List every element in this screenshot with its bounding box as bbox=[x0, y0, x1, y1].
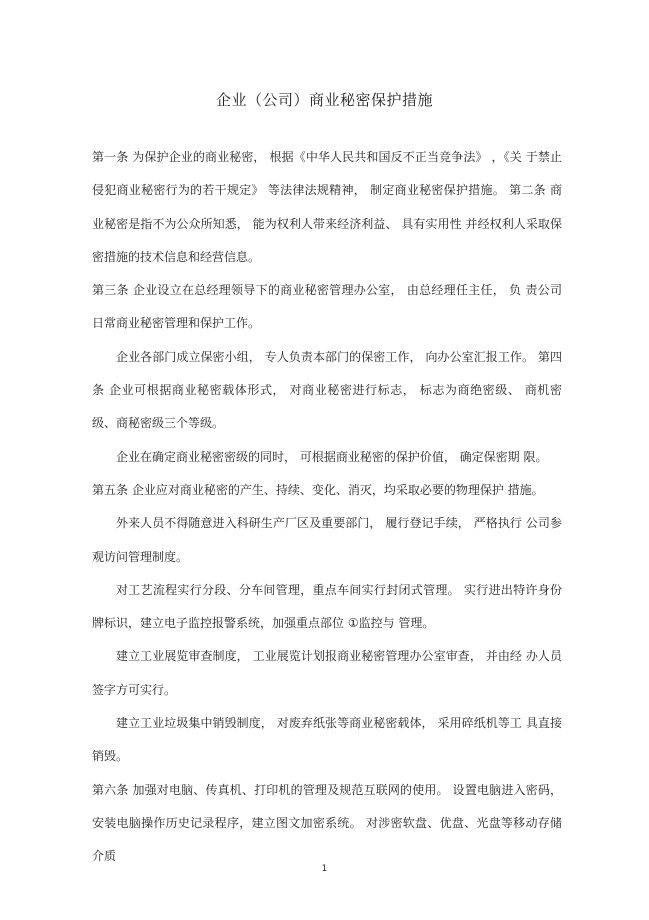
paragraph-visitors: 外来人员不得随意进入科研生产厂区及重要部门， 履行登记手续， 严格执行 公司参观访问管理制度。 bbox=[92, 516, 562, 564]
paragraph-article-4: 企业各部门成立保密小组， 专人负责本部门的保密工作， 向办公室汇报工作。 第四条 企业可根据商业秘密载体形式， 对商业秘密进行标志， 标志为商绝密级、 商机密级、商秘密级三个等级。 bbox=[92, 349, 562, 431]
paragraph-waste-destruction: 建立工业垃圾集中销毁制度， 对废弃纸张等商业秘密载体， 采用碎纸机等工 具直接销毁。 bbox=[92, 716, 562, 764]
paragraph-article-1-2: 第一条 为保护企业的商业秘密， 根据《中华人民共和国反不正当竞争法》 ，《关 于禁止侵犯商业秘密行为的若干规定》 等法律法规精神， 制定商业秘密保护措施。 第二条 商业秘密是指不为公众所知悉， 能为权利人带来经济利益、 具有实用性 并经权利人采取保密措施的技术信息和经营信息。 bbox=[92, 150, 562, 264]
paragraph-workshop-management: 对工艺流程实行分段、分车间管理，重点车间实行封闭式管理。 实行进出特许身份牌标识，建立电子监控报警系统，加强重点部位 ①监控与 管理。 bbox=[92, 582, 562, 631]
page-number: 1 bbox=[321, 864, 328, 874]
paragraph-article-6: 第六条 加强对电脑、传真机、打印机的管理及规范互联网的使用。 设置电脑进入密码，安装电脑操作历史记录程序，建立图文加密系统。 对涉密软盘、优盘、光盘等移动存储介质 bbox=[92, 782, 562, 864]
paragraph-secrecy-period: 企业在确定商业秘密密级的同时， 可根据商业秘密的保护价值， 确定保密期 限。 bbox=[116, 449, 548, 464]
document-title: 企业（公司）商业秘密保护措施 bbox=[215, 91, 433, 109]
paragraph-article-3: 第三条 企业设立在总经理领导下的商业秘密管理办公室， 由总经理任主任， 负 责公司日常商业秘密管理和保护工作。 bbox=[92, 283, 562, 331]
paragraph-exhibition-review: 建立工业展览审查制度， 工业展览计划报商业秘密管理办公室审查， 并由经 办人员签字方可实行。 bbox=[92, 649, 562, 697]
paragraph-article-5: 第五条 企业应对商业秘密的产生、持续、变化、消灭，均采取必要的物理保护 措施。 bbox=[92, 482, 544, 497]
document-body bbox=[92, 141, 562, 874]
